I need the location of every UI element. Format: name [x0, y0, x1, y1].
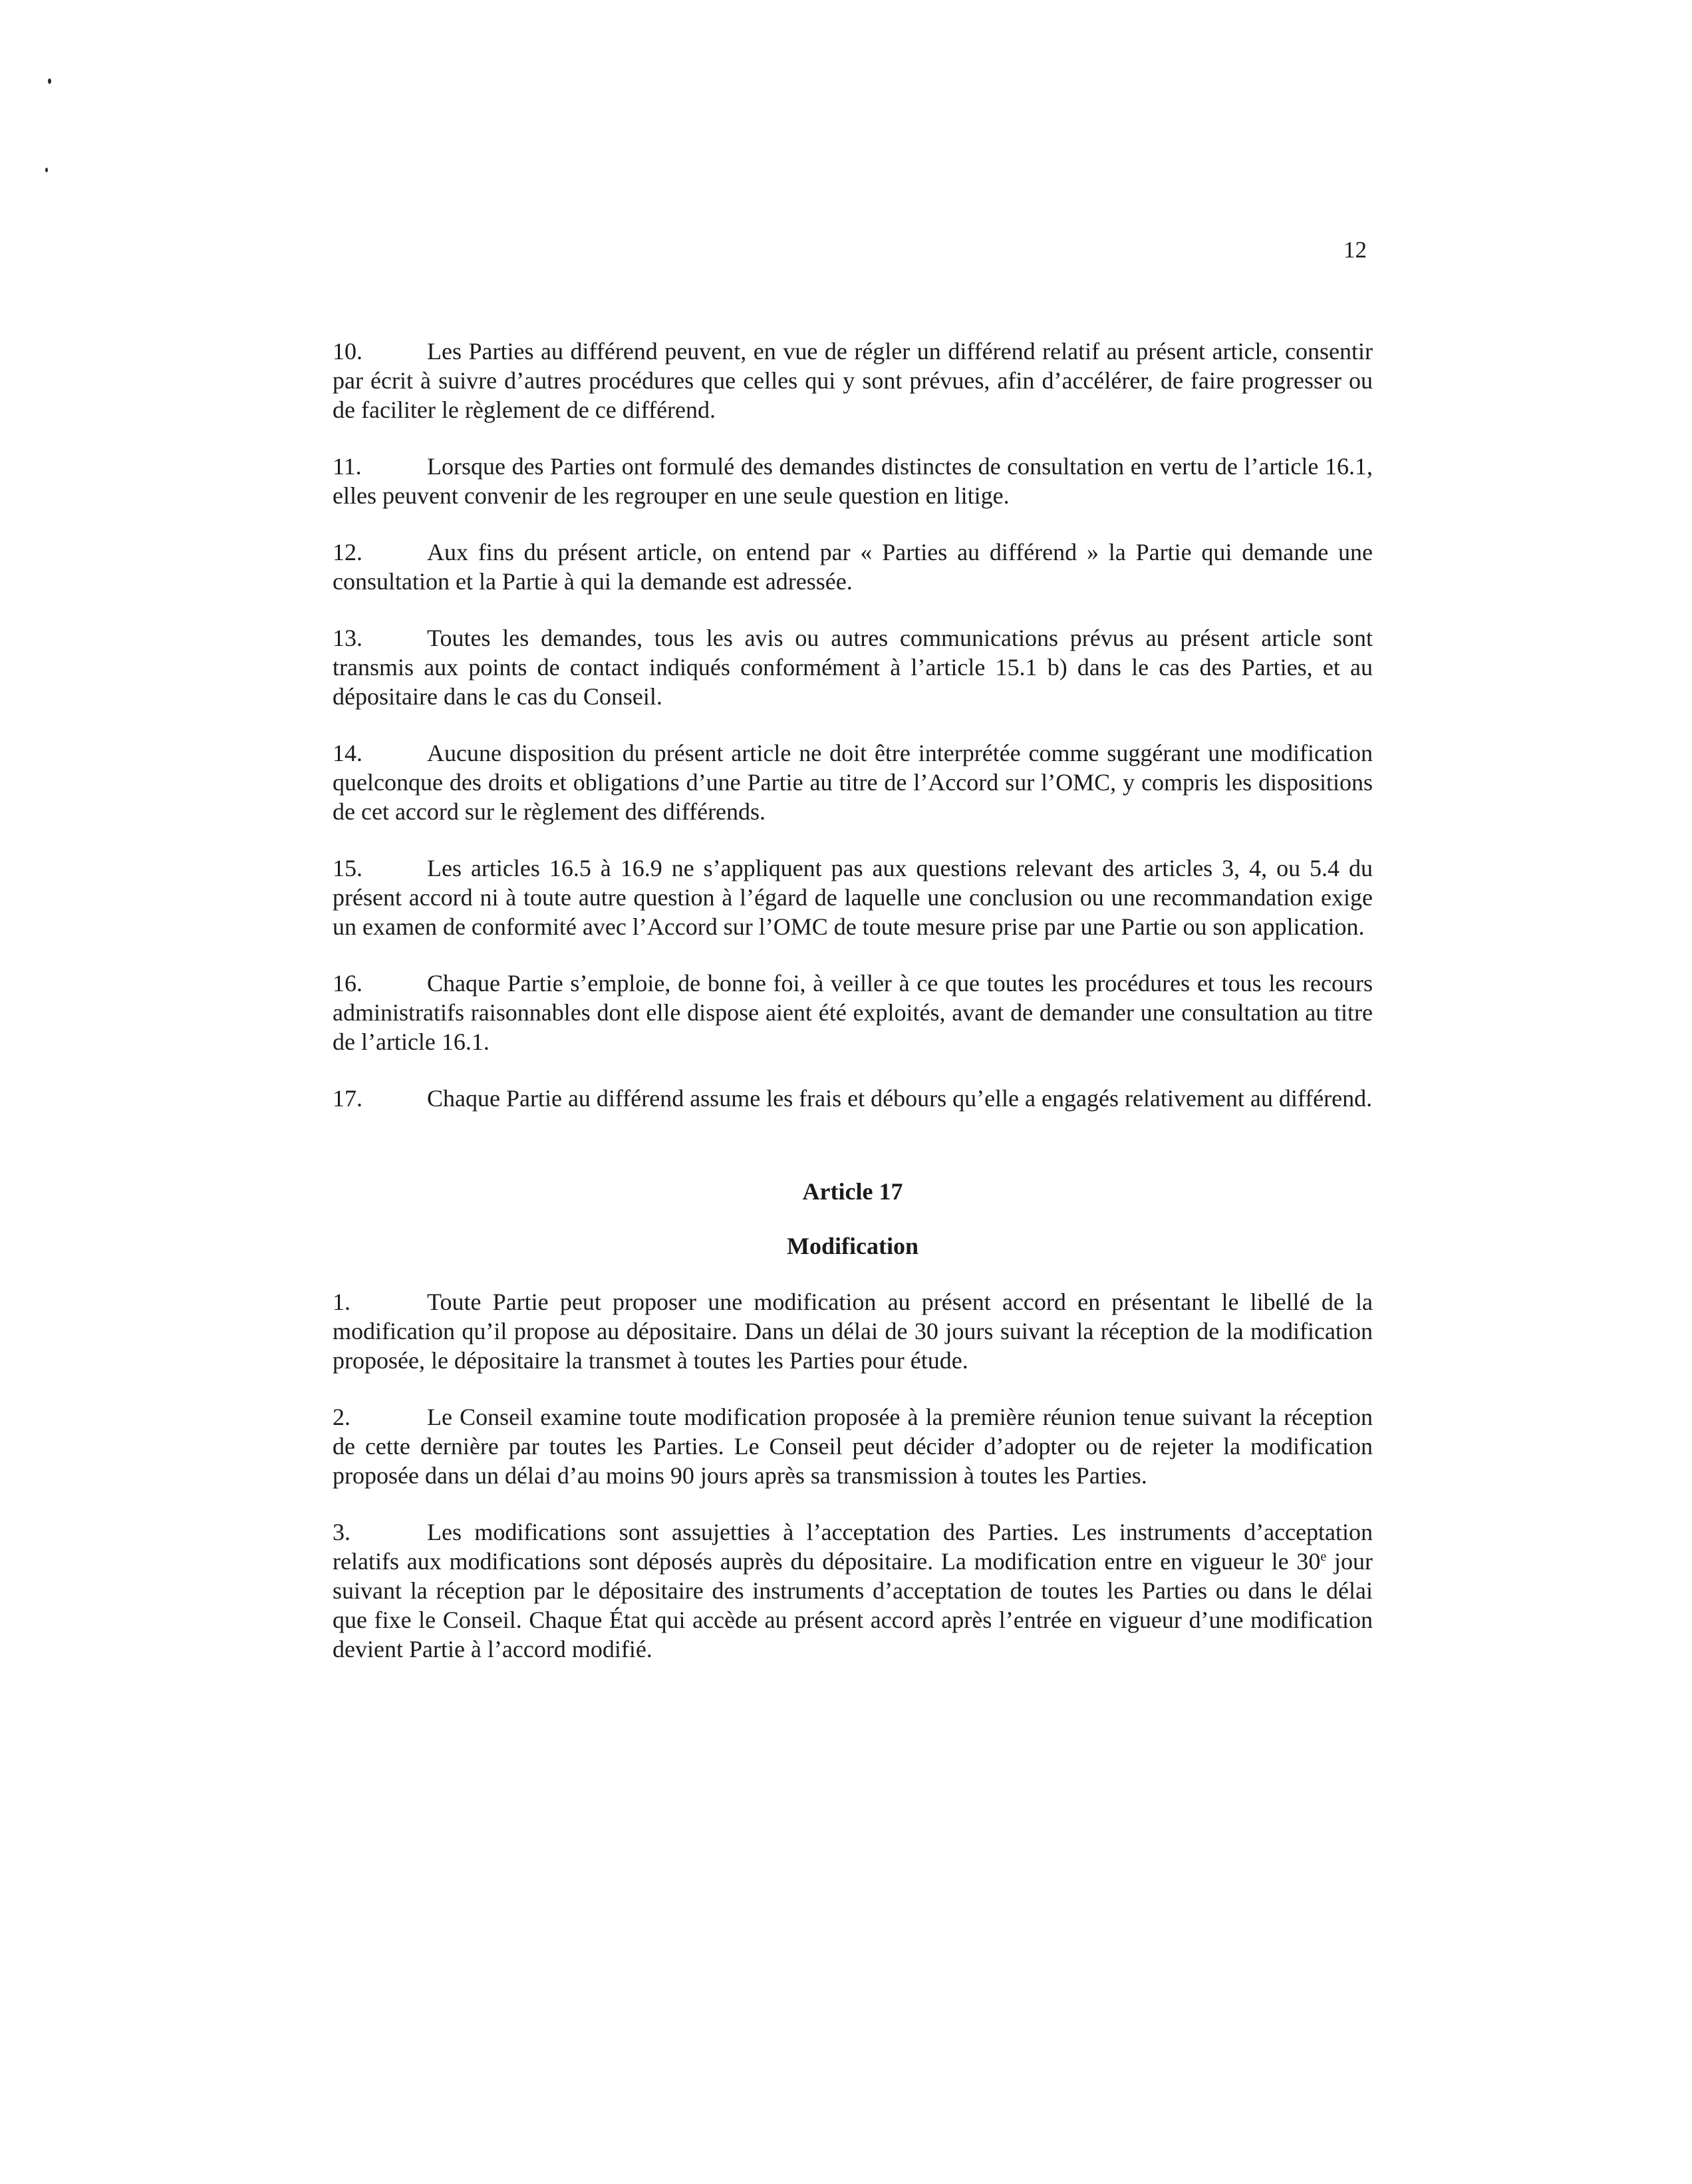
paragraph-16 — [333, 969, 1373, 1056]
paragraph-number: 13. — [333, 625, 362, 651]
paragraph-text: Le Conseil examine toute modification proposée à la première réunion tenue suivant la réception de cette dernière par toutes les Parties. Le Conseil peut décider d’adopter ou de rejeter la modification proposée dans un délai d’au moins 90 jours après sa transmission à toutes les Parties. — [333, 1404, 1373, 1489]
article-number: Article 17 — [802, 1178, 903, 1205]
paragraph-text: Les articles 16.5 à 16.9 ne s’appliquent pas aux questions relevant des articles 3, 4, ou 5.4 du présent accord ni à toute autre question à l’égard de laquelle une conclusion ou une recommandation exige un examen de conformité avec l’Accord sur l’OMC de toute mesure prise par une Partie ou son application. — [333, 855, 1373, 940]
paragraph-text: Les modifications sont assujetties à l’acceptation des Parties. Les instruments d’acceptation relatifs aux modifications sont déposés auprès du dépositaire. La modification entre en vigueur le 30 — [333, 1519, 1373, 1575]
paragraph-3 — [333, 1517, 1373, 1664]
article-title: Modification — [787, 1233, 918, 1259]
paragraph-number: 11. — [333, 453, 362, 480]
superscript-ordinal: e — [1320, 1549, 1327, 1564]
paragraph-text: Chaque Partie au différend assume les frais et débours qu’elle a engagés relativement au différend. — [427, 1085, 1373, 1112]
paragraph-11 — [333, 452, 1373, 510]
paragraph-number: 17. — [333, 1085, 362, 1112]
paragraph-14 — [333, 738, 1373, 826]
page-number: 12 — [1343, 237, 1367, 263]
paragraph-text: Aucune disposition du présent article ne doit être interprétée comme suggérant une modification quelconque des droits et obligations d’une Partie au titre de l’Accord sur l’OMC, y compris les dispositions de cet accord sur le règlement des différends. — [333, 740, 1373, 825]
paragraph-number: 1. — [333, 1289, 351, 1315]
paragraph-number: 10. — [333, 338, 362, 365]
paragraph-number: 3. — [333, 1519, 351, 1545]
scan-speck — [48, 78, 51, 84]
paragraph-text: jour suivant la réception par le dépositaire des instruments d’acceptation de toutes les Parties ou dans le délai que fixe le Conseil. Chaque État qui accède au présent accord après l’entrée en vigueur d’une modification devient Partie à l’accord modifié. — [333, 1548, 1373, 1662]
paragraph-text: Chaque Partie s’emploie, de bonne foi, à veiller à ce que toutes les procédures et tous les recours administratifs raisonnables dont elle dispose aient été exploités, avant de demander une consultation au titre de l’article 16.1. — [333, 970, 1373, 1055]
paragraph-number: 12. — [333, 539, 362, 565]
paragraph-10 — [333, 337, 1373, 424]
paragraph-1 — [333, 1287, 1373, 1375]
paragraph-number: 16. — [333, 970, 362, 997]
paragraph-2 — [333, 1402, 1373, 1490]
paragraph-17 — [333, 1084, 1373, 1113]
paragraph-12 — [333, 538, 1373, 596]
paragraph-15 — [333, 854, 1373, 941]
scan-speck — [45, 168, 48, 172]
paragraph-text: Toute Partie peut proposer une modification au présent accord en présentant le libellé de la modification qu’il propose au dépositaire. Dans un délai de 30 jours suivant la réception de la modification proposée, le dépositaire la transmet à toutes les Parties pour étude. — [333, 1289, 1373, 1374]
paragraph-number: 2. — [333, 1404, 351, 1430]
paragraph-number: 14. — [333, 740, 362, 766]
paragraph-text: Toutes les demandes, tous les avis ou autres communications prévus au présent article sont transmis aux points de contact indiqués conformément à l’article 15.1 b) dans le cas des Parties, et au dépositaire dans le cas du Conseil. — [333, 625, 1373, 710]
paragraph-13 — [333, 623, 1373, 711]
paragraph-text: Aux fins du présent article, on entend par « Parties au différend » la Partie qui demande une consultation et la Partie à qui la demande est adressée. — [333, 539, 1373, 595]
paragraph-text: Les Parties au différend peuvent, en vue de régler un différend relatif au présent article, consentir par écrit à suivre d’autres procédures que celles qui y sont prévues, afin d’accélérer, de faire progresser ou de faciliter le règlement de ce différend. — [333, 338, 1373, 423]
paragraph-text: Lorsque des Parties ont formulé des demandes distinctes de consultation en vertu de l’article 16.1, elles peuvent convenir de les regrouper en une seule question en litige. — [333, 453, 1373, 509]
paragraph-number: 15. — [333, 855, 362, 881]
document-body — [333, 337, 1373, 1691]
